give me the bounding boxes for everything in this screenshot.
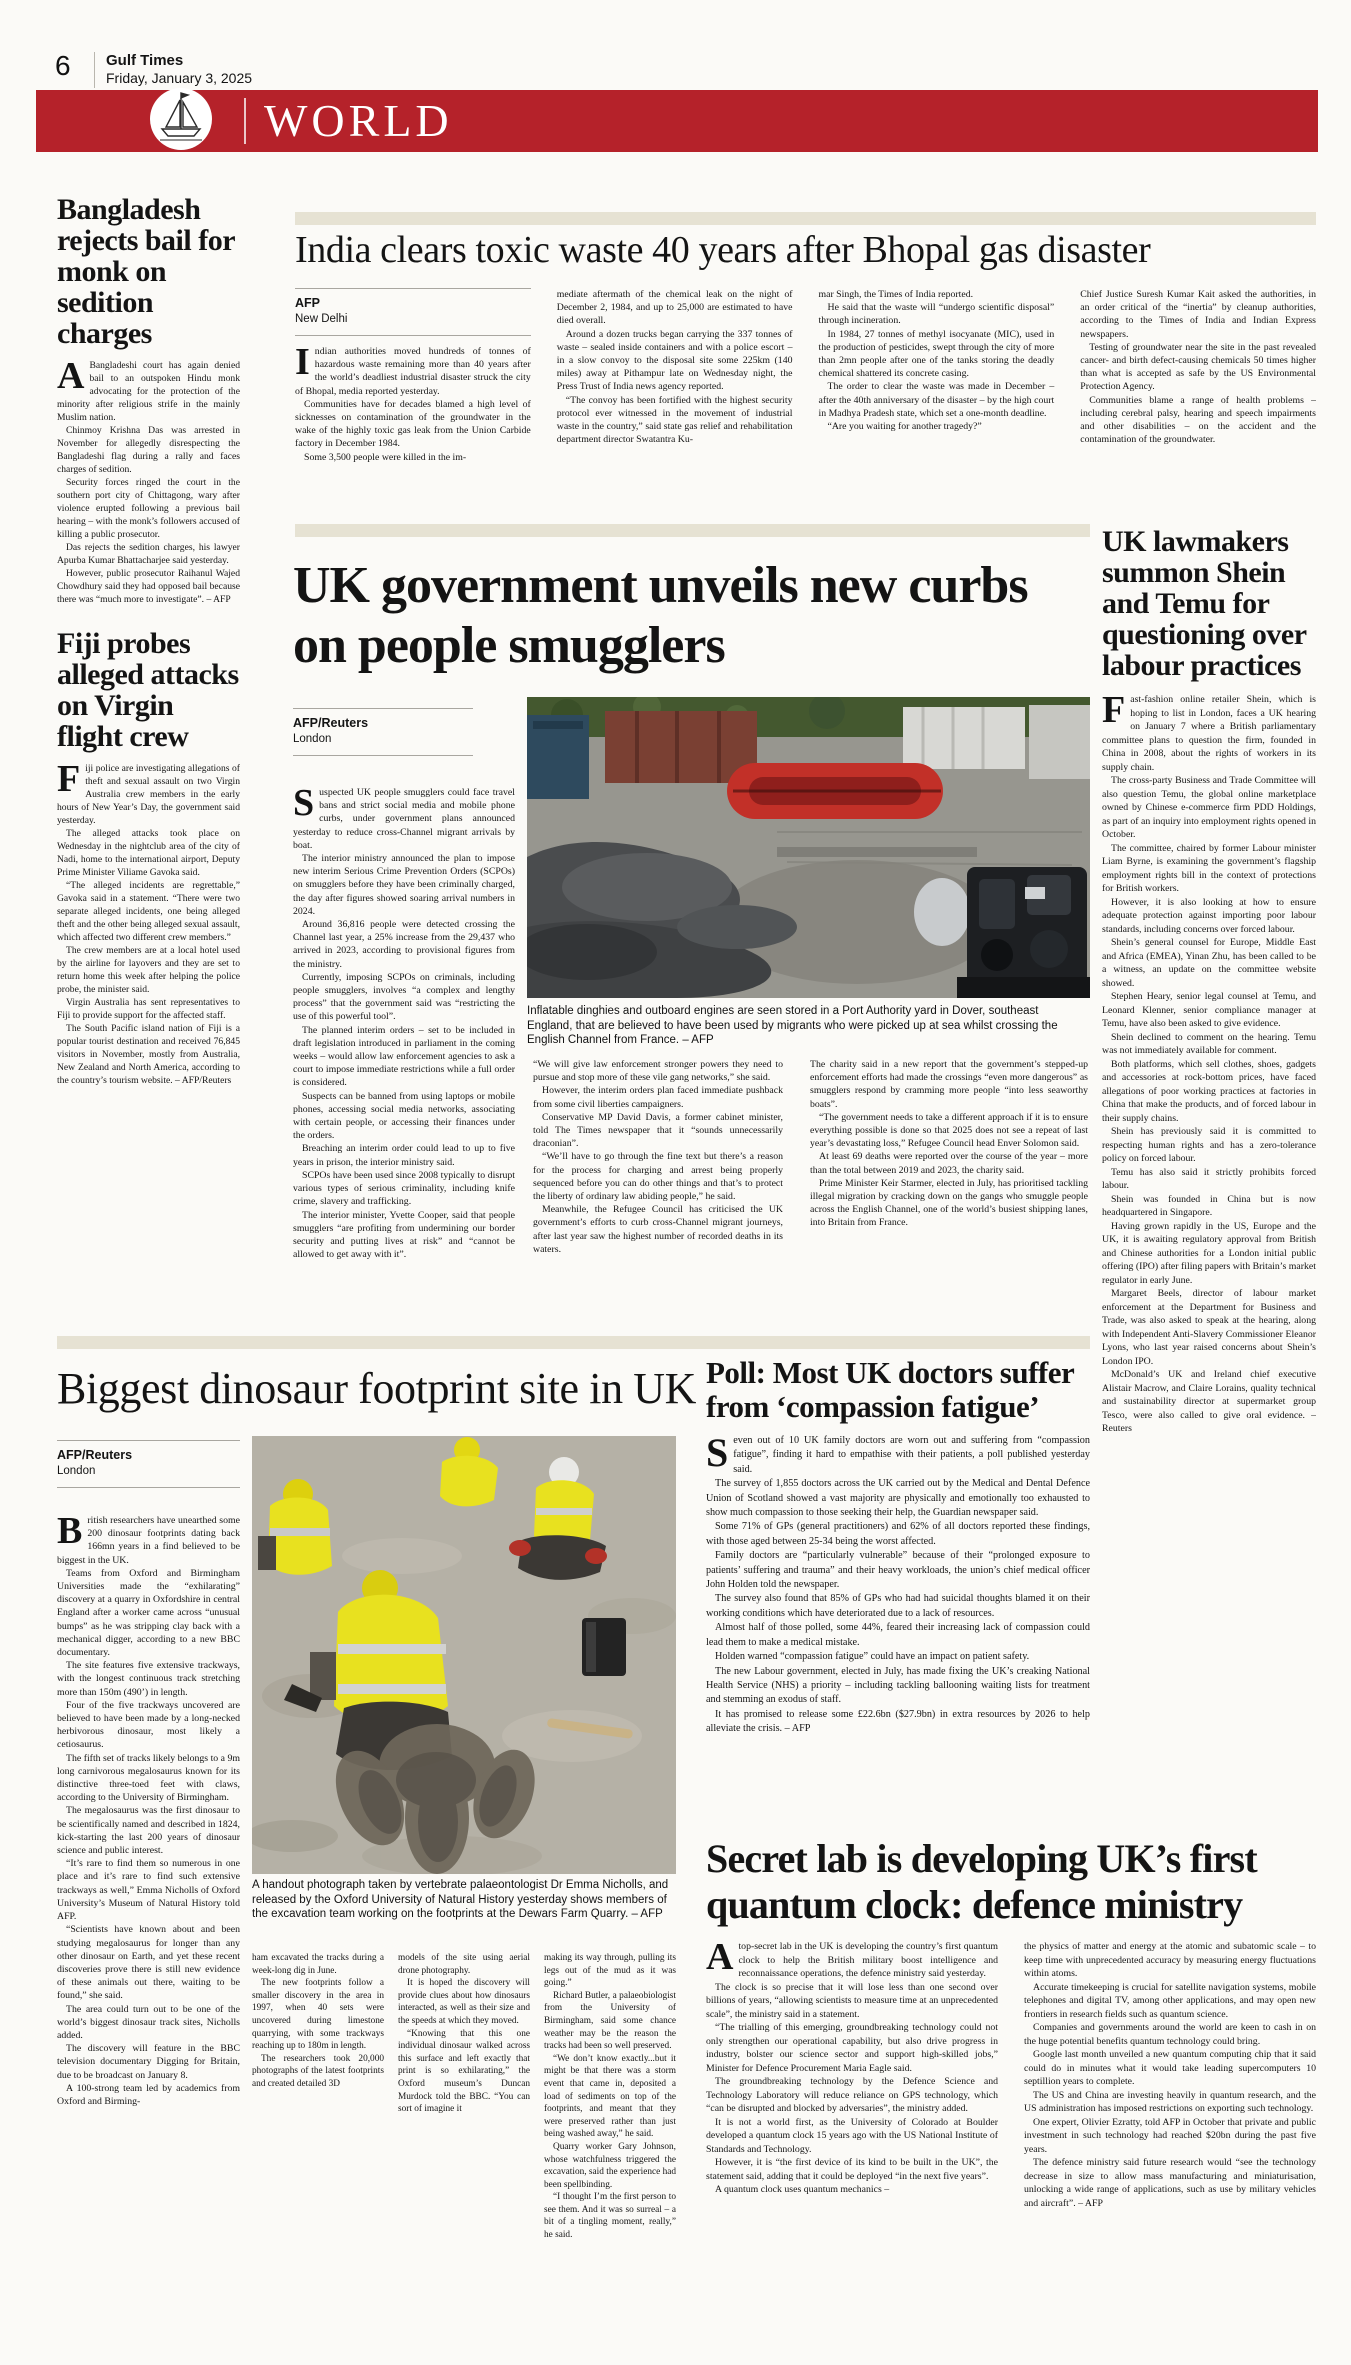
excavation-photo [252,1436,676,1879]
drop-cap: I [295,341,310,383]
paper-name: Gulf Times [106,52,184,69]
drop-cap: S [293,782,315,824]
article-column: mar Singh, the Times of India reported. He said that the waste will “undergo scientific disposal” through incineration. In 1984, 27 tonnes of methyl isocyanate (MIC), used in the production of pesticides, swept through the city of more than 2mn people after one of the tanks storing the deadly chemical shattered its concrete casing. The order to clear the waste was made in December – after the 40th anniversary of the disaster – by the high court in Madhya Pradesh state, which set a one-month deadline. “Are you waiting for another tragedy?” [818,289,1055,433]
headline: Bangladesh rejects bail for monk on sedition charges [57,193,235,350]
byline [293,708,473,756]
body-text: iji police are investigating allegations of theft and sexual assault on two Virgin Australia crew members in the early hours of New Year’s Day, the government said yesterday. The alleged attacks took place on Wednesday in the nightclub area of the city of Nadi, home to the international airport, Deputy Prime Minister Viliame Gavoka said. “The alleged incidents are regrettable,” Gavoka said in a statement. “There were two separate alleged incidents, one being alleged theft and the other being alleged sexual assault, which affected two different crew members.” The crew members are at a local hotel used by the airline for layovers and they are set to return home this week after helping the police probe, the minister said. Virgin Australia has sent representatives to Fiji to provide support for the affected staff. The South Pacific island nation of Fiji is a popular tourist destination and received 76,845 visitors in November, mostly from Australia, New Zealand and North America, according to the country’s tourism website. – AFP/Reuters [57,763,240,1086]
article-column [295,288,531,526]
section-divider-bar [295,212,1316,225]
article-shein-temu [1102,526,1316,1555]
photo-caption: Inflatable dinghies and outboard engines are seen stored in a Port Authority yard in Dover, southeast England, that are believed to have been used by migrants who were picked up at sea whilst crossing the English Channel from France. – AFP [527,1005,1058,1047]
article-column: making its way through, pulling its legs out of the mud as it was going.” Richard Butler, a palaeobiologist from the University of Birmingham, said some chance weather may be the reason the tracks had been so well preserved. “We don’t know exactly...but it might be that there was a storm event that came in, deposited a load of sediments on top of the footprints, and meant that they were preserved rather than just being washed away,” he said. Quarry worker Gary Johnson, whose watchfulness triggered the excavation, said the experience had been spellbinding. “I thought I’m the first person to see them. And it was so surreal – a bit of a tingling moment, really,” he said. [544,1953,676,2241]
header-divider [94,52,95,88]
drop-cap: B [57,1514,83,1552]
drop-cap: F [57,758,81,800]
article-column: ham excavated the tracks during a week-long dig in June. The new footprints follow a smaller discovery in the area in 1997, when 40 sets were uncovered during limestone quarrying, with some trackways reaching up to 180m in length. The researchers took 20,000 photographs of the latest footprints and created detailed 3D [252,1953,384,2089]
drop-cap: F [1102,693,1126,731]
banner-separator [244,98,246,144]
article-bangladesh [57,194,240,606]
headline: UK government unveils new curbs on people smugglers [293,557,1028,674]
page-number: 6 [55,50,71,81]
headline: Fiji probes alleged attacks on Virgin flight crew [57,627,239,753]
headline: Secret lab is developing UK’s first quantum clock: defence ministry [706,1836,1257,1927]
byline-city: London [57,1465,96,1477]
article-column: the physics of matter and energy at the atomic and subatomic scale – to keep time with unprecedented accuracy by measuring energy fluctuations within atoms. Accurate timekeeping is crucial for satellite navigation systems, mobile telephones and digital TV, among other applications, and may open new frontiers in research fields such as quantum science. Companies and governments around the world are keen to cash in on the huge potential benefits quantum technology could bring. Google last month unveiled a new quantum computing chip that it said could do in minutes what it would take leading supercomputers 10 septillion years to complete. The US and China are investing heavily in quantum research, and the US administration has imposed restrictions on exporting such technology. One expert, Olivier Ezratty, told AFP in October that private and public investment in such technology had reached $20bn during the past five years. The defence ministry said future research would “see the technology decrease in size to allow mass manufacturing and miniaturisation, unlocking a wide range of applications, such as use by military vehicles and aircraft”. – AFP [1024,1941,1316,2209]
headline: India clears toxic waste 40 years after Bhopal gas disaster [295,229,1151,271]
headline: Poll: Most UK doctors suffer from ‘compassion fatigue’ [706,1355,1074,1424]
headline: Biggest dinosaur footprint site in UK [57,1364,697,1413]
byline-agency: AFP/Reuters [57,1448,133,1462]
article-column: models of the site using aerial drone photography. It is hoped the discovery will provide clues about how dinosaurs interacted, as well as their size and the speeds at which they moved. “Knowing that this one individual dinosaur walked across this surface and left exactly that print is so exhilarating,” the Oxford museum’s Duncan Murdock told the BBC. “You can sort of imagine it [398,1953,530,2115]
article-quantum-clock [706,1836,1316,2358]
section-banner [36,90,1318,152]
byline-city: London [293,733,332,745]
byline [295,288,531,336]
drop-cap: S [706,1430,729,1475]
byline-city: New Delhi [295,313,348,325]
photo-caption: A handout photograph taken by vertebrate palaeontologist Dr Emma Nicholls, and released by the Oxford University of Natural History yesterday shows members of the excavation team working on the footprints at the Dewars Farm Quarry. – AFP [252,1879,669,1921]
left-column [57,194,240,1109]
body-text: ast-fashion online retailer Shein, which is hoping to list in London, faces a UK hearing on January 7 where a British parliamentary committee plans to question the firm, founded in China in 2008, about the rights of workers in its supply chain. The cross-party Business and Trade Committee will also question Temu, the global online marketplace owned by Chinese e-commerce firm PDD Holdings, as part of an inquiry into employment rights opened in October. The committee, chaired by former Labour minister Liam Byrne, is examining the government’s flagship employment rights bill in the context of protections for British workers. However, it is also looking at how to ensure adequate protection against importing poor labour standards, including concerns over forced labour. Shein’s general counsel for Europe, Middle East and Africa (EMEA), Yinan Zhu, has been called to be a witness, an update on the committee website showed. Stephen Heary, senior legal counsel at Temu, and Leonard Klenner, senior compliance manager at Temu, have also been asked to give evidence. Shein declined to comment on the hearing. Temu was not immediately available for comment. Both platforms, which sell clothes, shoes, gadgets and accessories at rock-bottom prices, have faced allegations of poor working practices at factories in China that make the products, and of forced labour in their supply chains. Shein has previously said it is committed to respecting human rights and has a zero-tolerance policy on forced labour. Temu has also said it strictly prohibits forced labour. Shein was founded in China but is now headquartered in Singapore. Having grown rapidly in the US, Europe and the UK, it is awaiting regulatory approval from British and Chinese authorities for a London initial public offering (IPO) after filing papers with Britain’s market regulator in early June. Margaret Beels, director of labour market enforcement at the Department for Business and Trade, was also asked to speak at the hearing, along with Independent Anti-Slavery Commissioner Eleanor Lyons, who last year raised concerns about Shein’s London IPO. McDonald’s UK and Ireland chief executive Alistair Macrow, and Claire Lorains, quality technical and sustainability director at supermarket group Tesco, were also called to give oral evidence. – Reuters [1102,694,1316,1434]
drop-cap: A [706,1940,734,1978]
body-text: even out of 10 UK family doctors are worn out and suffering from “compassion fatigue”, finding it hard to empathise with their patients, a poll published yesterday said. The survey of 1,855 doctors across the UK carried out by the Medical and Dental Defence Union of Scotland showed a vast majority are physically and emotionally too exhausted to show much compassion to those seeking their help, the Guardian newspaper said. Some 71% of GPs (general practitioners) and 62% of all doctors reported these findings, with those aged between 25-34 being the worst affected. Family doctors are “particularly vulnerable” because of their “prolonged exposure to patients’ suffering and trauma” and their heavy workloads, the union’s chief medical officer John Holden told the newspaper. The survey also found that 85% of GPs who had had suicidal thoughts blamed it on their working conditions which have deteriorated due to a lack of resources. Almost half of those polled, some 44%, feared their increasing lack of compassion could lead them to make a medical mistake. Holden warned “compassion fatigue” could have an impact on patient safety. The new Labour government, elected in July, has made fixing the UK’s creaking National Health Service (NHS) a priority – including tackling ballooning waiting lists for treatment and stemming an exodus of staff. It has promised to release some £22.6bn ($27.9bn) in extra resources by 2026 to help alleviate the crisis. – AFP [706,1435,1090,1735]
article-smugglers [293,556,1090,1348]
body-text: ndian authorities moved hundreds of tonnes of hazardous waste remaining more than 40 years after the world’s deadliest industrial disaster struck the city of Bhopal, media reported yesterday. Communities have for decades blamed a high level of sicknesses on contamination of the groundwater in the wake of the highly toxic gas leak from the Union Carbide factory in December 1984. Some 3,500 people were killed in the im- [295,346,531,463]
body-text: ritish researchers have unearthed some 200 dinosaur footprints dating back 166mn years in a find believed to be biggest in the UK. Teams from Oxford and Birmingham Universities made the “exhilarating” discovery at a quarry in Oxfordshire in central England after a worker came across “unusual bumps” as he was stripping clay back with a mechanical digger, according to a new BBC documentary. The site features five extensive trackways, with the longest continuous track stretching more than 150m (490’) in length. Four of the five trackways uncovered are believed to have been made by a long-necked herbivorous dinosaur, most likely a cetiosaurus. The fifth set of tracks likely belongs to a 9m long carnivorous megalosaurus known for its distinctive three-toed feet with claws, according to the University of Birmingham. The megalosaurus was the first dinosaur to be scientifically named and described in 1824, kick-starting the last 200 years of dinosaur science and public interest. “It’s rare to find them so numerous in one place and it’s rare to find such extensive trackways as well,” Emma Nicholls of Oxford University’s Museum of Natural History told AFP. “Scientists have known about and been studying megalosaurus for longer than any other dinosaur on Earth, and yet these recent discoveries prove there is still new evidence of these animals out there, waiting to be found,” she said. The area could turn out to be one of the world’s biggest dinosaur track sites, Nicholls added. The discovery will feature in the BBC television documentary Digging for Britain, due to be broadcast on January 8. A 100-strong team led by academics from Oxford and Birming- [57,1515,240,2107]
byline [57,1440,240,1488]
dhow-boat-logo-icon [148,86,214,152]
article-bhopal [295,228,1316,526]
article-column: mediate aftermath of the chemical leak on the night of December 2, 1984, and up to 25,000 are estimated to have died overall. Around a dozen trucks began carrying the 337 tonnes of waste – sealed inside containers and with a police escort – in a slow convoy to the disposal site some 225km (140 miles) away at Pithampur late on Wednesday night, the Press Trust of India news agency reported. “The convoy has been fortified with the highest security protocol ever witnessed in the movement of industrial waste in the country,” said state gas relief and rehabilitation department director Swatantra Ku- [556,289,793,446]
drop-cap: A [57,355,85,397]
issue-date: Friday, January 3, 2025 [106,70,253,86]
byline-agency: AFP/Reuters [293,716,369,730]
article-fiji [57,628,240,1087]
article-column: Chief Justice Suresh Kumar Kait asked the authorities, in an order critical of the “inertia” by cleanup authorities, according to the Times of India and Indian Express newspapers. Testing of groundwater near the site in the past revealed cancer- and birth defect-causing chemicals 50 times higher than what is accepted as safe by the US Environmental Protection Agency. Communities blame a range of health problems – including cerebral palsy, hearing and speech impairments and other disabilities – on the accident and the contamination of the groundwater. [1080,289,1316,446]
body-text: Bangladeshi court has again denied bail to an outspoken Hindu monk advocating for the protection of the minority after religious strife in the mainly Muslim nation. Chinmoy Krishna Das was arrested in November for allegedly disrespecting the Bangladeshi flag during a rally and faces charges of sedition. Security forces ringed the court in the southern port city of Chittagong, wary after violence erupted following a previous bail hearing – with the monk’s followers accused of killing a public prosecutor. Das rejects the sedition charges, his lawyer Apurba Kumar Bhattacharjee said yesterday. However, public prosecutor Raihanul Wajed Chowdhury said they had opposed bail because there was “much more to investigate”. – AFP [57,360,240,605]
body-text: top-secret lab in the UK is developing the country’s first quantum clock to help the British military boost intelligence and reconnaissance operations, the defence ministry said yesterday. The clock is so precise that it will lose less than one second over billions of years, “allowing scientists to measure time at an unprecedented scale”, the ministry said in a statement. “The trialling of this emerging, groundbreaking technology could not only strengthen our operational capability, but also drive progress in industry, bolster our science sector and support high-skilled jobs,” Minister for Defence Procurement Maria Eagle said. The groundbreaking technology by the Defence Science and Technology Laboratory will reduce reliance on GPS technology, which “can be disrupted and blocked by adversaries”, the ministry added. It is not a world first, as the University of Colorado at Boulder developed a quantum clock 15 years ago with the US National Institute of Standards and Technology. However, it is “the first device of its kind to be built in the UK”, the statement said, adding that it could be deployed “in the next five years”. A quantum clock uses quantum mechanics – [706,1941,998,2195]
body-text: uspected UK people smugglers could face travel bans and strict social media and mobile phone curbs, under government plans announced yesterday to reduce cross-Channel migrant arrivals by boat. The interior ministry announced the plan to impose new interim Serious Crime Prevention Orders (SCPOs) on smugglers before they have been criminally charged, the day after figures showed soaring arrival numbers in 2024. Around 36,816 people were detected crossing the Channel last year, a 25% increase from the 29,437 who arrived in 2023, according to provisional figures from the ministry. Currently, imposing SCPOs on criminals, including people smugglers, involves “a complex and lengthy process” that the government said was “restricting the use of this powerful tool”. The planned interim orders – set to be included in draft legislation introduced in parliament in the coming weeks – would allow law enforcement agencies to ask a court to impose immediate restrictions while a full order is considered. Suspects can be banned from using laptops or mobile phones, accessing social media networks, associating with certain people, or accessing their finances under the orders. Breaching an interim order could lead to up to five years in prison, the interior ministry said. SCPOs have been used since 2008 typically to disrupt various types of serious criminality, including knife crime, slavery and trafficking. The interior minister, Yvette Cooper, said that people smugglers “are profiting from undermining our border security and putting lives at risk” and “cannot be allowed to get away with it”. [293,787,515,1261]
dinghies-yard-photo [527,697,1090,1003]
article-column: “We will give law enforcement stronger powers they need to pursue and stop more of these vile gang networks,” she said. However, the interim orders plan faced immediate pushback from some civil liberties campaigners. Conservative MP David Davis, a former cabinet minister, told The Times newspaper that it “sounds unnecessarily draconian”. “We’ll have to go through the fine text but there’s a reason for the process for charging and arrest being properly sequenced before you can do other things and that’s to protect the liberty of ordinary law abiding people,” he said. Meanwhile, the Refugee Council has criticised the UK government’s efforts to curb cross-Channel migrant journeys, after last year saw the highest number of recorded deaths in its waters. [533,1059,783,1255]
section-title: WORLD [264,95,453,146]
headline: UK lawmakers summon Shein and Temu for questioning over labour practices [1102,525,1306,682]
article-doctors-poll [706,1356,1090,1737]
article-dinosaur [57,1364,697,2365]
article-column: The charity said in a new report that the government’s stepped-up enforcement efforts had made the crossings “even more dangerous” as smugglers respond by cramming more people “into less seaworthy boats”. “The government needs to take a different approach if it is to ensure everything possible is done so that 2025 does not see a repeat of last year’s devastating loss,” Refugee Council head Enver Solomon said. At least 69 deaths were reported over the course of the year – more than the total between 2019 and 2023, the charity said. Prime Minister Keir Starmer, elected in July, has prioritised tackling illegal migration by cracking down on the gangs who smuggle people across the English Channel, one of the world’s busiest shipping lanes, into Britain from France. [810,1059,1088,1229]
byline-agency: AFP [295,296,320,310]
